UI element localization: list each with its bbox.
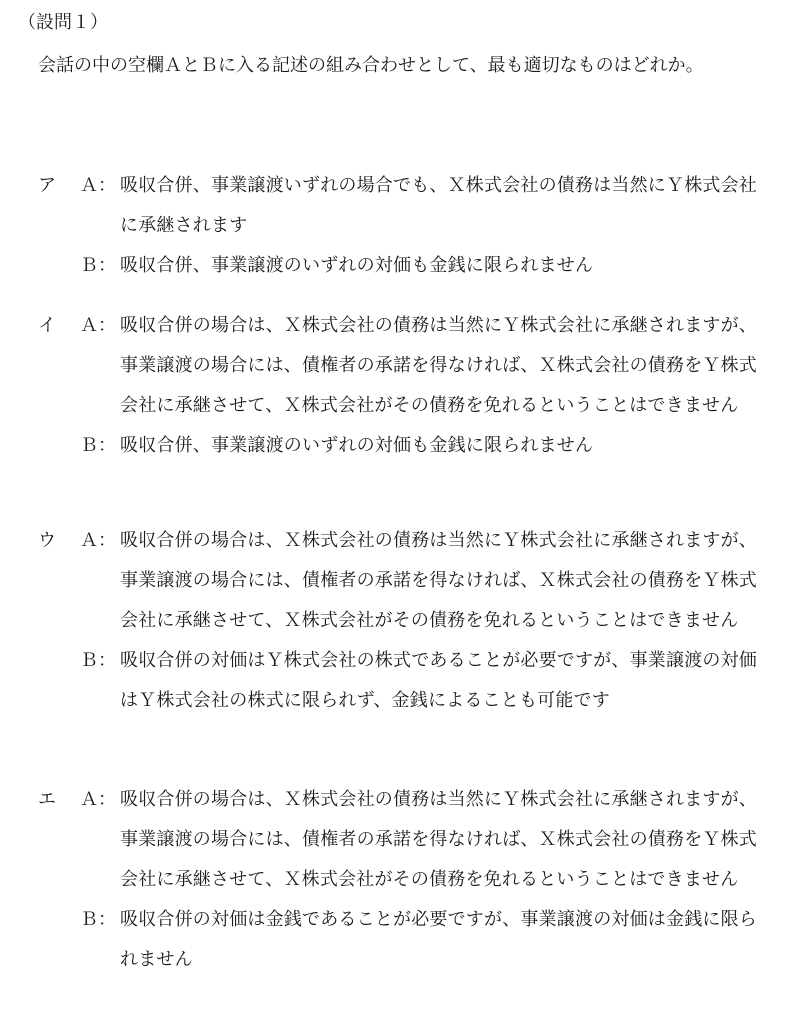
slot-colon: ：	[98, 175, 116, 196]
slot-text-b: 吸収合併、事業譲渡のいずれの対価も金銭に限られません	[120, 255, 594, 276]
slot-text-a: 吸収合併の場合は、Ｘ株式会社の債務は当然にＹ株式会社に承継されますが、事業譲渡の場合には、債権者の承諾を得なければ、Ｘ株式会社の債務をＹ株式会社に承継させて、Ｘ株式会社がその債務を免れるということはできません	[120, 530, 757, 631]
choice-i-row-a	[38, 306, 778, 426]
slot-colon: ：	[98, 530, 116, 551]
slot-text-b: 吸収合併の対価はＹ株式会社の株式であることが必要ですが、事業譲渡の対価はＹ株式会社の株式に限られず、金銭によることも可能です	[120, 650, 757, 711]
slot-text-a: 吸収合併、事業譲渡いずれの場合でも、Ｘ株式会社の債務は当然にＹ株式会社に承継されます	[120, 175, 757, 236]
slot-text-b: 吸収合併の対価は金銭であることが必要ですが、事業譲渡の対価は金銭に限られません	[120, 909, 757, 970]
slot-colon: ：	[98, 435, 116, 456]
choice-letter: ア	[38, 175, 56, 196]
slot-text-a: 吸収合併の場合は、Ｘ株式会社の債務は当然にＹ株式会社に承継されますが、事業譲渡の場合には、債権者の承諾を得なければ、Ｘ株式会社の債務をＹ株式会社に承継させて、Ｘ株式会社がその債務を免れるということはできません	[120, 789, 757, 890]
choice-letter: イ	[38, 315, 56, 336]
choice-u[interactable]	[38, 521, 778, 721]
slot-text-b: 吸収合併、事業譲渡のいずれの対価も金銭に限られません	[120, 435, 594, 456]
slot-colon: ：	[98, 650, 116, 671]
choice-a-row-a	[38, 166, 778, 246]
choice-a-row-b	[38, 246, 778, 286]
slot-colon: ：	[98, 789, 116, 810]
question-heading: （設問１）	[18, 12, 108, 33]
slot-colon: ：	[98, 909, 116, 930]
choice-i[interactable]	[38, 306, 778, 466]
slot-label-b: Ｂ	[80, 650, 98, 671]
slot-text-a: 吸収合併の場合は、Ｘ株式会社の債務は当然にＹ株式会社に承継されますが、事業譲渡の場合には、債権者の承諾を得なければ、Ｘ株式会社の債務をＹ株式会社に承継させて、Ｘ株式会社がその債務を免れるということはできません	[120, 315, 757, 416]
choice-letter: エ	[38, 789, 56, 810]
choice-letter: ウ	[38, 530, 56, 551]
choice-e[interactable]	[38, 780, 778, 980]
slot-label-a: Ａ	[80, 530, 98, 551]
choice-u-row-a	[38, 521, 778, 641]
choice-e-row-b	[38, 900, 778, 980]
slot-label-a: Ａ	[80, 315, 98, 336]
choice-e-row-a	[38, 780, 778, 900]
slot-colon: ：	[98, 255, 116, 276]
slot-label-b: Ｂ	[80, 909, 98, 930]
choice-a[interactable]	[38, 166, 778, 286]
slot-label-b: Ｂ	[80, 435, 98, 456]
choice-u-row-b	[38, 641, 778, 721]
slot-label-a: Ａ	[80, 175, 98, 196]
slot-label-b: Ｂ	[80, 255, 98, 276]
choice-i-row-b	[38, 426, 778, 466]
slot-colon: ：	[98, 315, 116, 336]
question-prompt: 会話の中の空欄ＡとＢに入る記述の組み合わせとして、最も適切なものはどれか。	[38, 55, 704, 76]
slot-label-a: Ａ	[80, 789, 98, 810]
